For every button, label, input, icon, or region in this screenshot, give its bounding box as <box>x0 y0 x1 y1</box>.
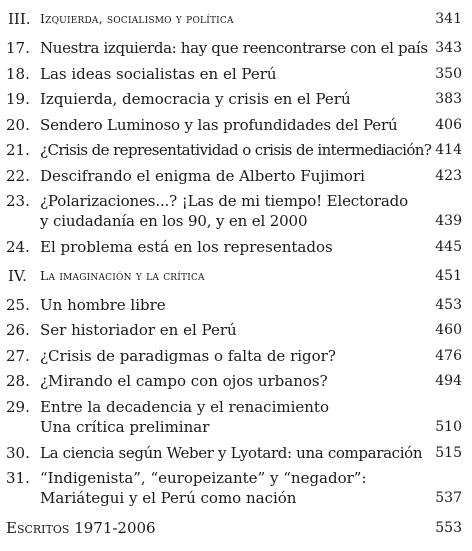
toc-page-number: 510 <box>435 419 462 435</box>
toc-number: 17. <box>6 39 30 57</box>
toc-title-line: y ciudadanía en los 90, y en el 2000 <box>40 212 308 230</box>
toc-title <box>40 166 365 186</box>
toc-title-line: Escritos 1971-2006 <box>6 519 156 537</box>
toc-number: 26. <box>6 321 30 339</box>
toc-number: III. <box>8 10 31 28</box>
toc-title <box>6 518 156 538</box>
toc-title <box>40 64 277 84</box>
toc-number: 29. <box>6 398 30 416</box>
toc-title-line: Nuestra izquierda: hay que reencontrarse con el país <box>40 39 428 57</box>
toc-number: 24. <box>6 238 30 256</box>
toc-title-line: Ser historiador en el Perú <box>40 321 237 339</box>
toc-title <box>40 397 329 437</box>
toc-page-number: 406 <box>435 117 462 133</box>
toc-title-line: Sendero Luminoso y las profundidades del Perú <box>40 116 398 134</box>
toc-title <box>40 115 398 135</box>
toc-page-number: 423 <box>435 168 462 184</box>
toc-page-number: 350 <box>435 66 462 82</box>
toc-number: 31. <box>6 469 30 487</box>
toc-page-number: 383 <box>435 91 462 107</box>
toc-title <box>40 9 234 29</box>
toc-number: 23. <box>6 192 30 210</box>
toc-title-line: ¿Crisis de paradigmas o falta de rigor? <box>40 347 336 365</box>
toc-page-number: 453 <box>435 297 462 313</box>
toc-title-line: La imaginación y la crítica <box>40 268 205 283</box>
toc-page-number: 414 <box>435 142 462 158</box>
toc-title-line: Un hombre libre <box>40 296 166 314</box>
toc-page-number: 460 <box>435 322 462 338</box>
toc-page-number: 451 <box>435 268 462 284</box>
toc-title <box>40 266 205 286</box>
toc-title <box>40 320 237 340</box>
toc-title-line: Descifrando el enigma de Alberto Fujimori <box>40 167 365 185</box>
toc-number: 21. <box>6 141 30 159</box>
toc-title <box>40 89 351 109</box>
toc-page-number: 476 <box>435 348 462 364</box>
toc-title <box>40 295 166 315</box>
toc-title-line: ¿Crisis de representatividad o crisis de intermediación? <box>40 141 432 159</box>
toc-title-line: Las ideas socialistas en el Perú <box>40 65 277 83</box>
toc-number: 30. <box>6 444 30 462</box>
toc-number: 27. <box>6 347 30 365</box>
toc-number: 28. <box>6 372 30 390</box>
toc-page-number: 439 <box>435 213 462 229</box>
toc-title <box>40 443 422 463</box>
toc-title-line: ¿Mirando el campo con ojos urbanos? <box>40 372 328 390</box>
toc-title <box>40 468 367 508</box>
toc-title-line: Una crítica preliminar <box>40 418 210 436</box>
toc-title <box>40 237 333 257</box>
toc-number: 19. <box>6 90 30 108</box>
toc-page-number: 515 <box>435 445 462 461</box>
toc-page-number: 445 <box>435 239 462 255</box>
toc-title <box>40 371 328 391</box>
toc-page-number: 537 <box>435 490 462 506</box>
toc-title <box>40 346 336 366</box>
toc-title-line: Entre la decadencia y el renacimiento <box>40 398 329 416</box>
toc-number: 20. <box>6 116 30 134</box>
toc-page-number: 341 <box>435 11 462 27</box>
toc-number: 25. <box>6 296 30 314</box>
toc-title <box>40 140 431 160</box>
toc-title <box>40 191 408 231</box>
toc-page-number: 553 <box>435 520 462 536</box>
toc-title-line: La ciencia según Weber y Lyotard: una comparación <box>40 444 423 462</box>
toc-number: 22. <box>6 167 30 185</box>
toc-title-line: Mariátegui y el Perú como nación <box>40 489 297 507</box>
toc-page-number: 343 <box>435 40 462 56</box>
toc-page-number: 494 <box>435 373 462 389</box>
toc-title-line: El problema está en los representados <box>40 238 333 256</box>
toc-title-line: “Indigenista”, “europeizante” y “negador”: <box>40 469 367 487</box>
toc-title-line: ¿Polarizaciones...? ¡Las de mi tiempo! Electorado <box>40 192 408 210</box>
toc-number: IV. <box>8 267 27 285</box>
toc-title-line: Izquierda, democracia y crisis en el Perú <box>40 90 351 108</box>
toc-number: 18. <box>6 65 30 83</box>
toc-title-line: Izquierda, socialismo y política <box>40 11 234 26</box>
toc-title <box>40 38 428 58</box>
